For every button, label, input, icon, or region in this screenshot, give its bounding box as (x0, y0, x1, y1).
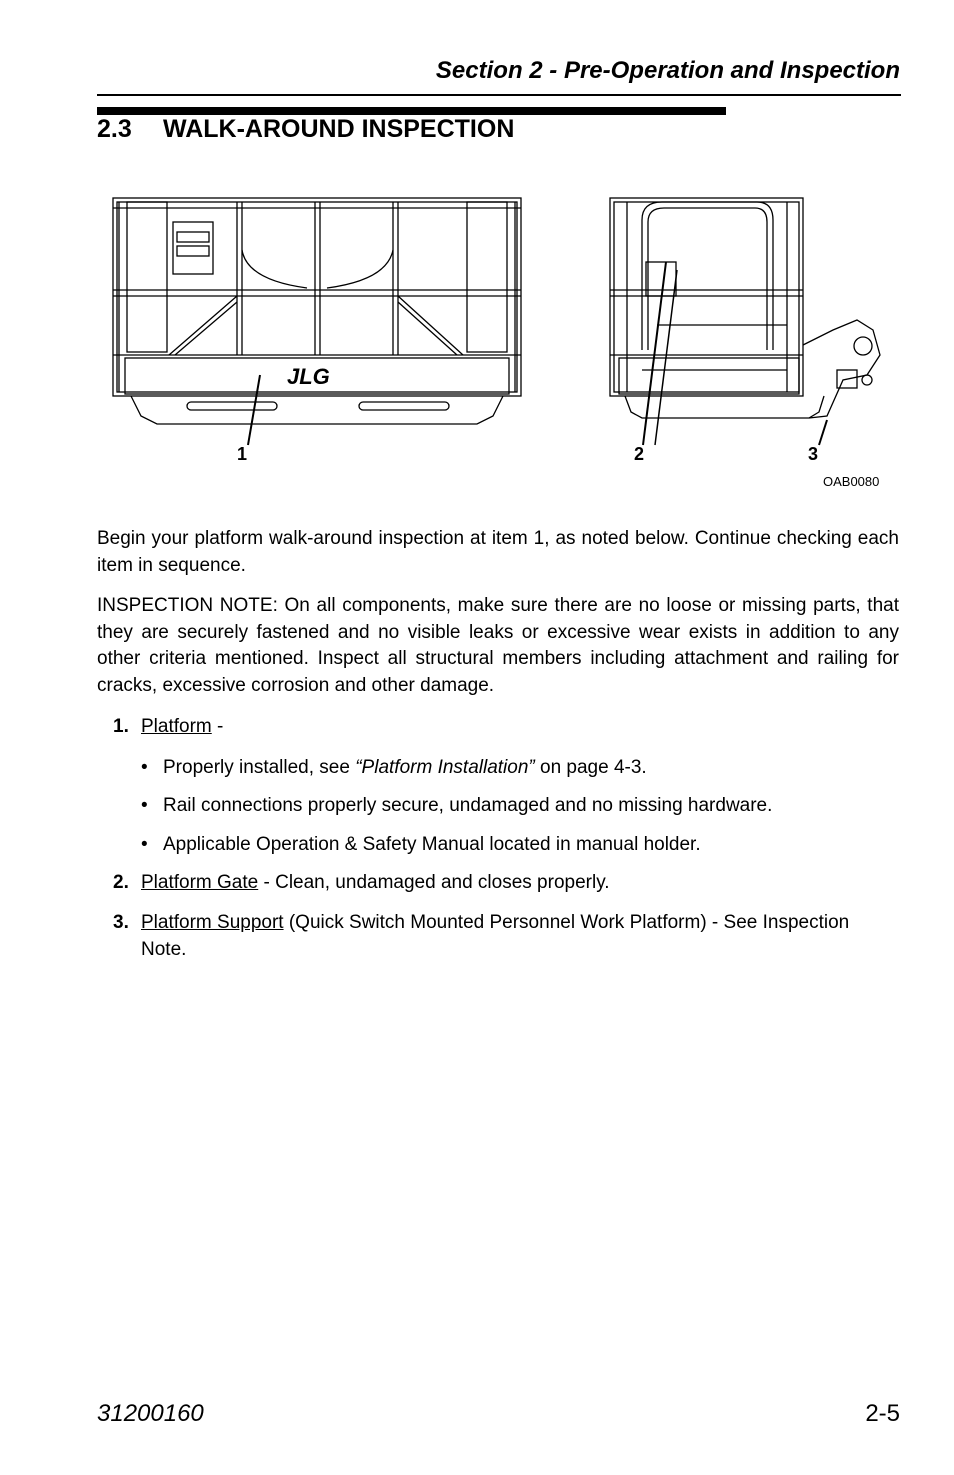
item-number: 2. (113, 872, 129, 893)
platform-illustration (97, 180, 901, 500)
jlg-logo: JLG (287, 364, 330, 389)
document-number: 31200160 (97, 1400, 204, 1427)
page-number: 2-5 (865, 1400, 900, 1427)
callout-2: 2 (634, 444, 645, 464)
bullet-symbol: • (141, 834, 148, 855)
section-heading (97, 115, 514, 144)
item-title: Platform Gate (141, 872, 259, 893)
section-bar (97, 107, 726, 115)
list-item (113, 714, 893, 741)
platform-front-view (113, 198, 521, 445)
section-title: WALK-AROUND INSPECTION (163, 115, 515, 143)
bullet-symbol: • (141, 757, 148, 778)
bullet-item (141, 755, 901, 782)
item-text: (Quick Switch Mounted Personnel Work Platform) - See Inspection Note. (141, 912, 850, 960)
intro-paragraph: Begin your platform walk-around inspection at item 1, as noted below. Continue checking each item in sequence. (97, 528, 899, 576)
platform-side-view (610, 198, 880, 445)
item-number: 1. (113, 716, 129, 737)
item-title: Platform (141, 716, 212, 737)
bullet-text-end: on page 4-3. (534, 757, 647, 778)
cross-reference: “Platform Installation” (355, 757, 535, 778)
item-number: 3. (113, 912, 129, 933)
bullet-text: Properly installed, see (163, 757, 356, 778)
list-item (113, 870, 893, 897)
item-text: - (211, 716, 224, 737)
bullet-text: Applicable Operation & Safety Manual located in manual holder. (163, 834, 701, 855)
figure-code: OAB0080 (823, 474, 880, 489)
bullet-item (141, 793, 901, 820)
list-item (113, 910, 893, 963)
item-title: Platform Support (141, 912, 284, 933)
callout-3: 3 (808, 444, 819, 464)
callout-1: 1 (237, 444, 248, 464)
bullet-symbol: • (141, 795, 148, 816)
item-text: - Clean, undamaged and closes properly. (258, 872, 610, 893)
header-rule (97, 94, 901, 96)
bullet-text: Rail connections properly secure, undamaged and no missing hardware. (163, 795, 773, 816)
running-header: Section 2 - Pre-Operation and Inspection (435, 57, 900, 84)
section-number: 2.3 (97, 115, 132, 143)
bullet-item (141, 832, 901, 859)
inspection-note: INSPECTION NOTE: On all components, make sure there are no loose or missing parts, that they are securely fastened and no visible leaks or excessive wear exists in addition to any other criteria mentioned. Inspect all structural members including attachment and railing for cracks, excessive corrosion and other damage. (97, 595, 899, 696)
